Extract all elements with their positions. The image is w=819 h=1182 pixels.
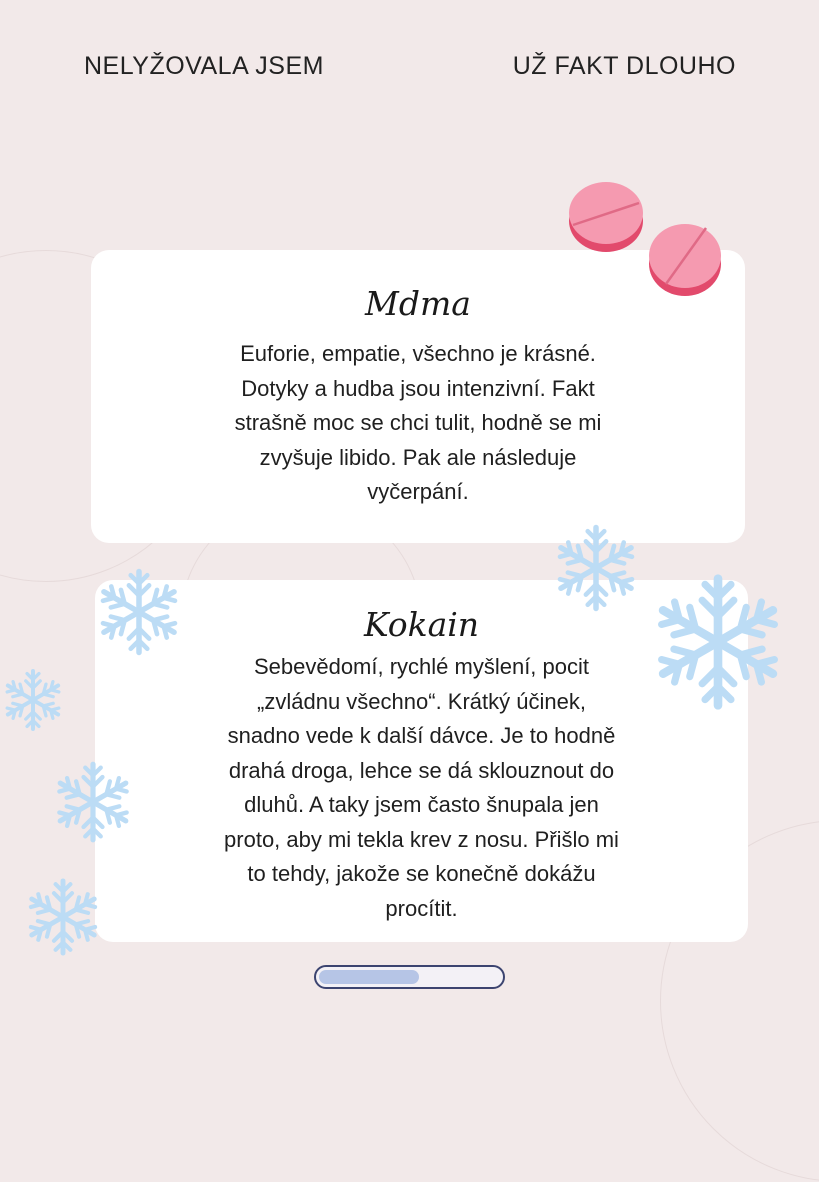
snowflake-icon — [22, 870, 104, 964]
card-text-mdma: Euforie, empatie, všechno je krásné. Dotyky a hudba jsou intenzivní. Fakt strašně moc se chci tulit, hodně se mi zvyšuje libido. Pak ale následuje vyčerpání. — [234, 341, 602, 504]
progress-bar — [314, 965, 505, 989]
header-right-text: UŽ FAKT DLOUHO — [512, 52, 736, 80]
snowflake-icon — [93, 560, 185, 664]
card-title-mdma: Mdma — [365, 284, 471, 323]
pill-icon — [567, 177, 645, 255]
progress-fill — [319, 970, 419, 984]
snowflake-icon — [550, 516, 642, 620]
snowflake-icon — [50, 754, 136, 850]
snowflake-icon — [0, 664, 66, 736]
snowflake-icon — [646, 562, 790, 722]
header-left-text: NELYŽOVALA JSEM — [84, 52, 324, 80]
card-title-kokain: Kokain — [363, 605, 480, 644]
card-text-kokain: Sebevědomí, rychlé myšlení, pocit „zvládnu všechno“. Krátký účinek, snadno vede k další dávce. Je to hodně drahá droga, lehce se dá sklouznout do dluhů. A taky jsem často šnupala jen proto, aby mi tekla krev z nosu. Přišlo mi to tehdy, jakože se konečně dokážu procítit. — [224, 654, 619, 921]
pill-icon — [646, 220, 724, 298]
